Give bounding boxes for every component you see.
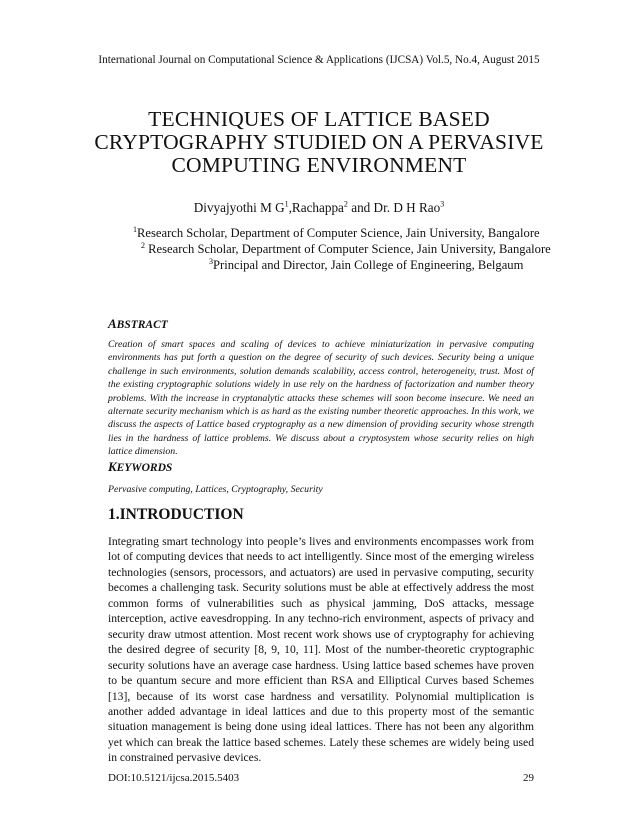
author-3-affil: 3 — [440, 199, 445, 209]
page-number: 29 — [523, 772, 534, 784]
abstract-text: Creation of smart spaces and scaling of devices to achieve miniaturization in pervasive computing environments has put forth a question on the degree of security of such devices. Security being a unique challenge in such environments, solution demands scalability, access control, heterogeneity, trust. Most of the existing cryptographic solutions widely in use rely on the hardness of factorization and number theory problems. With the increase in cryptanalytic attacks these schemes will soon become insecure. We need an alternate security mechanism which is as hard as the existing number theoretic approaches. In this work, we discuss the aspects of Lattice based cryptography as a new dimension of providing security whose strength lies in the hardness of lattice problems. We discuss about a cryptosystem whose security relies on high lattice dimension. — [108, 339, 534, 458]
doi-footer: DOI:10.5121/ijcsa.2015.5403 — [108, 772, 240, 784]
paper-title: TECHNIQUES OF LATTICE BASED CRYPTOGRAPHY STUDIED ON A PERVASIVE COMPUTING ENVIRONMENT — [94, 107, 544, 177]
affiliation-2: $^2$ Research Scholar, Department of Computer Science, Jain University, Bangalore — [141, 240, 551, 256]
introduction-heading: 1.INTRODUCTION — [108, 506, 244, 523]
abstract-heading: ABSTRACT — [108, 316, 168, 331]
affiliation-3: $^3$Principal and Director, Jain College of Engineering, Belgaum — [209, 256, 524, 272]
keywords-heading: KEYWORDS — [108, 459, 173, 474]
author-line — [0, 200, 638, 216]
keywords-text: Pervasive computing, Lattices, Cryptography, Security — [108, 484, 323, 495]
author-1: Divyajyothi M G — [193, 200, 285, 215]
author-2-affil: 2 — [343, 199, 348, 209]
author-3: and Dr. D H Rao — [347, 200, 441, 215]
affiliation-1: $^1$Research Scholar, Department of Computer Science, Jain University, Bangalore — [133, 224, 540, 240]
journal-header: International Journal on Computational Science & Applications (IJCSA) Vol.5, No.4, August 2015 — [98, 54, 540, 66]
author-2: ,Rachappa — [288, 200, 344, 215]
introduction-text: Integrating smart technology into people’s lives and environments encompasses work from lot of computing devices that needs to act intelligently. Since most of the emerging wireless technologies (sensors, processors, and actuators) are used in pervasive computing, security becomes a challenging task. Security solutions must be able at effectively address the most common forms of vulnerabilities such as physical jamming, DoS attacks, message interception, active eavesdropping. In any techno-rich environment, aspects of privacy and security draw utmost attention. Most recent work shows use of cryptography for achieving the desired degree of security [8, 9, 10, 11]. Most of the number-theoretic cryptographic security solutions have an average case hardness. Using lattice based schemes have proven to be quantum secure and more efficient than RSA and Elliptical Curves based Schemes [13], because of its worst case hardness and versatility. Polynomial multiplication is another added advantage in ideal lattices and due to this property most of the semantic situation management is being done using ideal lattices. There has not been any algorithm yet which can break the lattice based schemes. Lately these schemes are widely being used in constrained pervasive devices. — [108, 535, 534, 765]
author-1-affil: 1 — [284, 199, 289, 209]
